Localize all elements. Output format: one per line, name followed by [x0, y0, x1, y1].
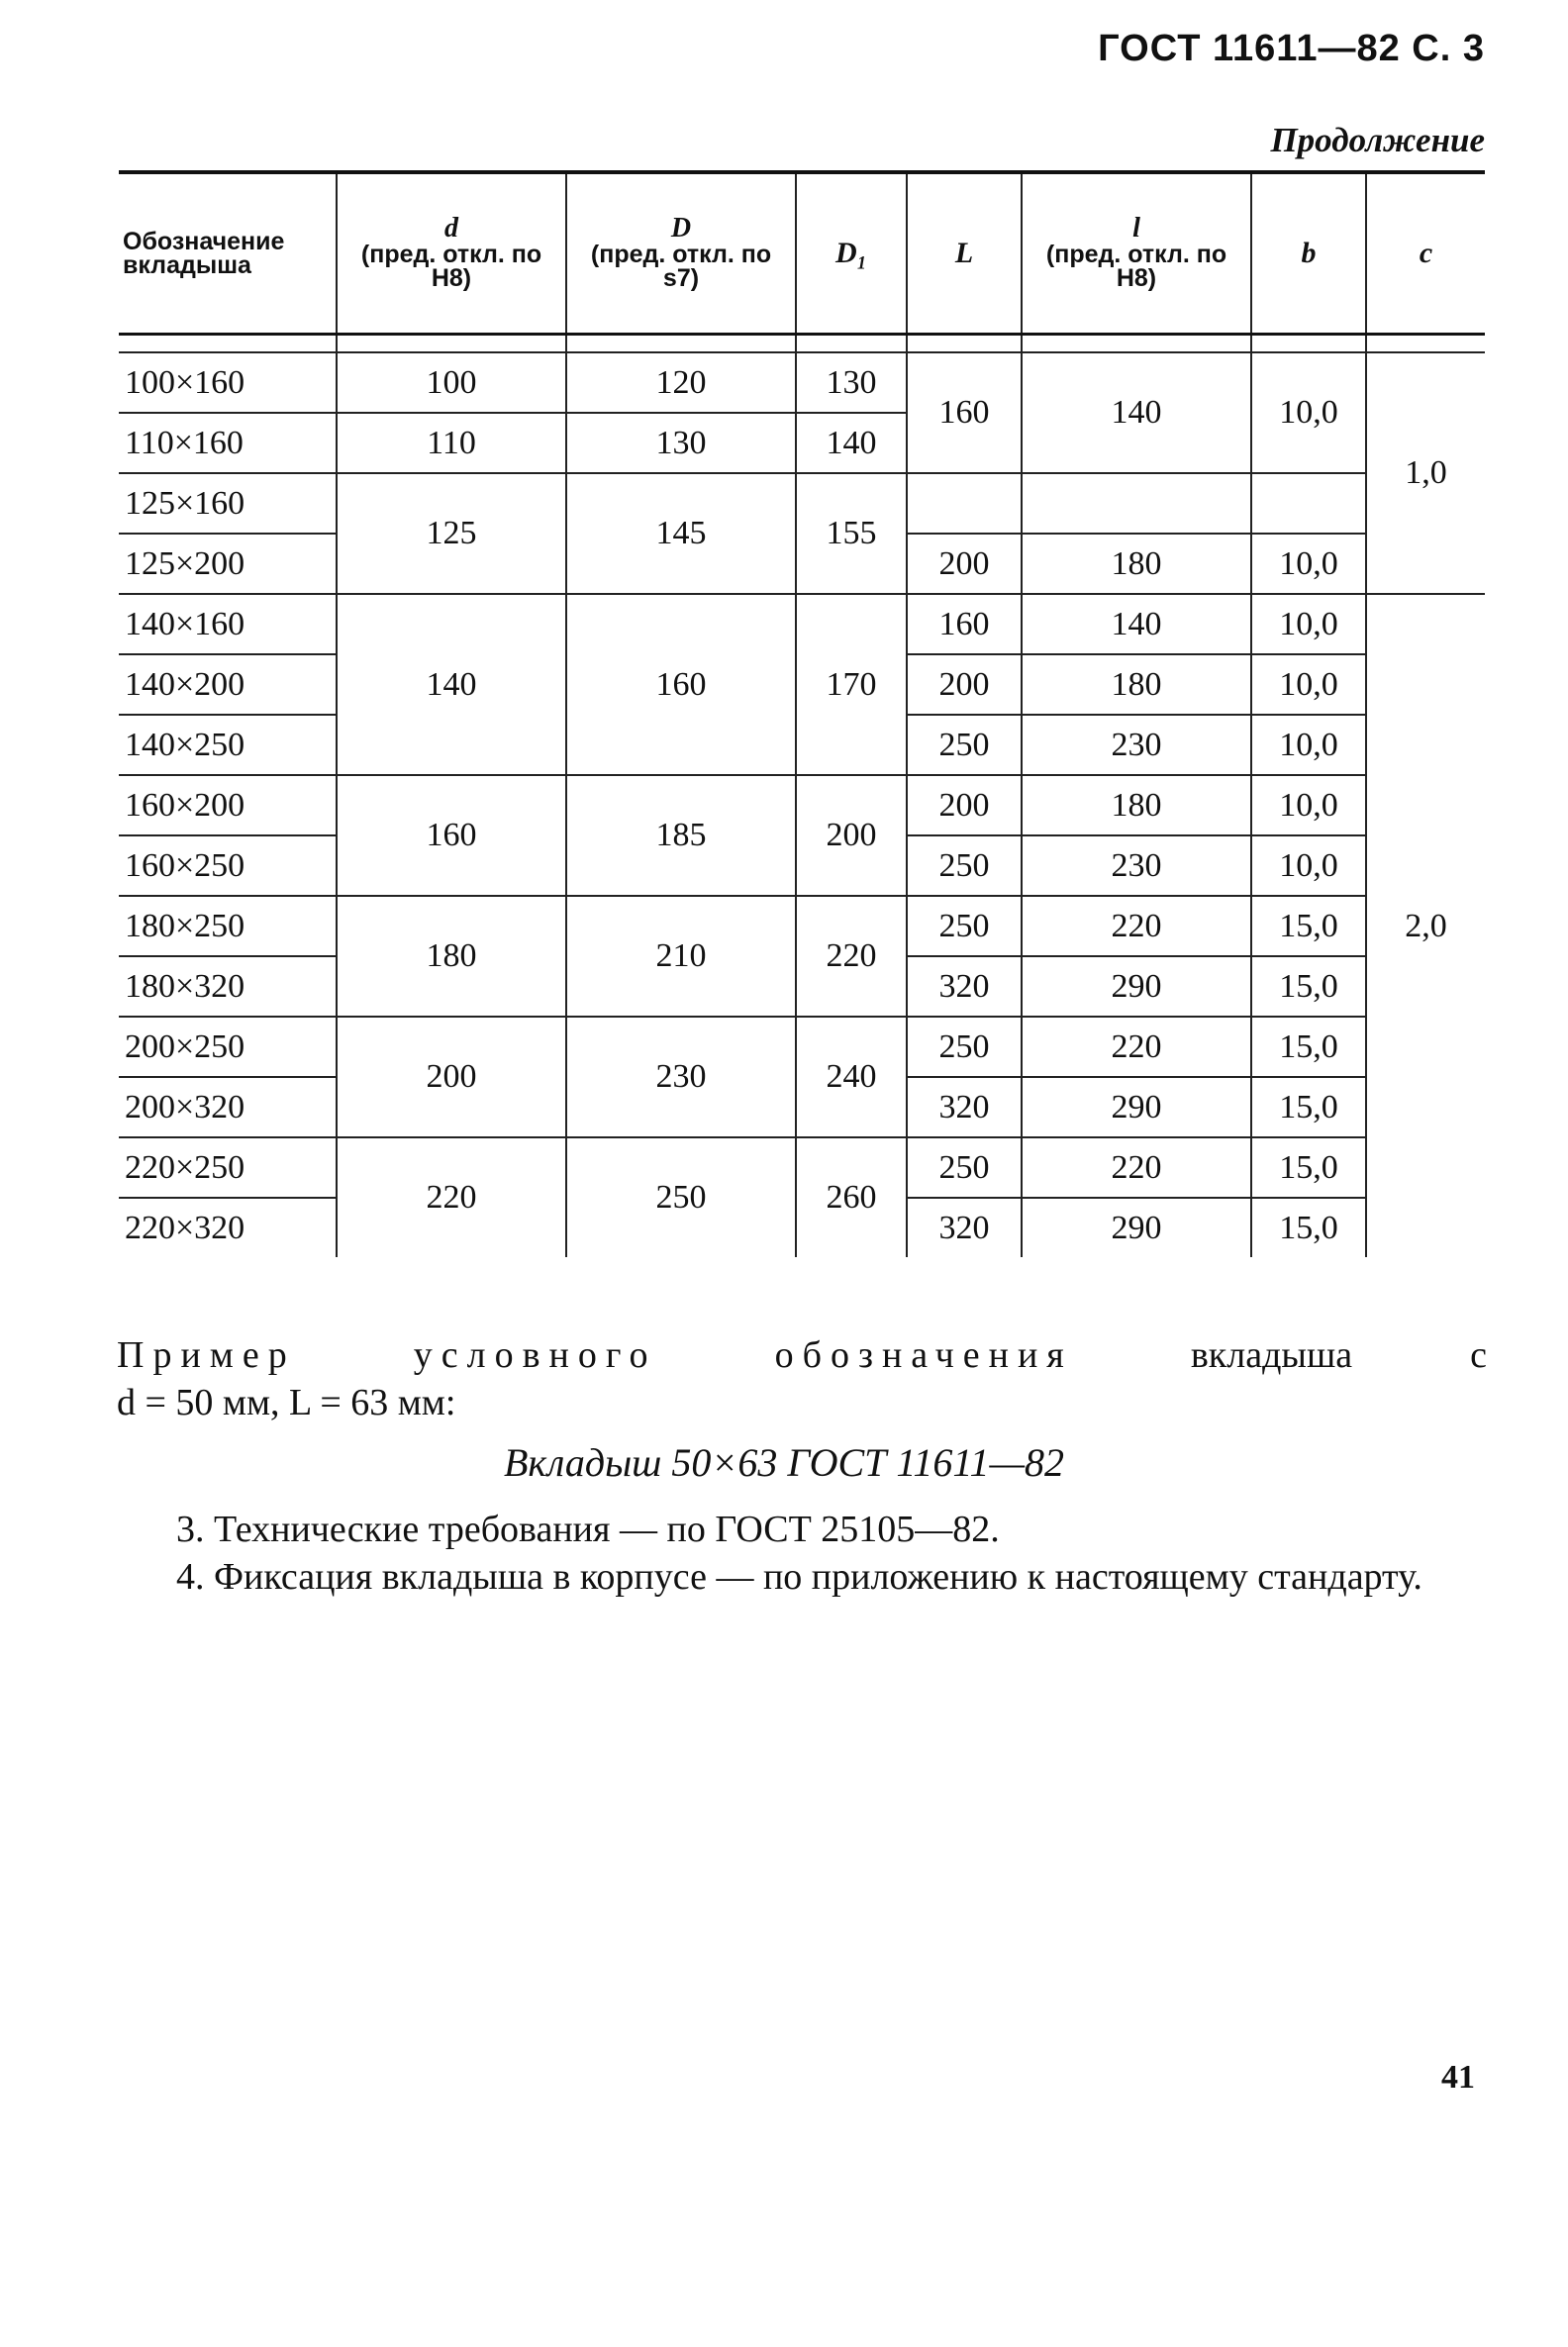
table-spacer-row — [119, 335, 1485, 353]
header-b: b — [1251, 172, 1366, 335]
cell-c: 1,0 — [1366, 352, 1485, 594]
cell-designation: 125×160 — [119, 473, 337, 534]
cell-designation: 160×250 — [119, 835, 337, 896]
example-word: обозначения — [774, 1334, 1073, 1376]
header-D1: D₁ — [796, 172, 907, 335]
cell-b: 15,0 — [1251, 1017, 1366, 1077]
cell-L: 250 — [907, 715, 1022, 775]
cell-D: 230 — [566, 1017, 796, 1137]
cell-l: 220 — [1022, 1137, 1251, 1198]
cell-D1: 200 — [796, 775, 907, 896]
cell-designation: 180×320 — [119, 956, 337, 1017]
cell-D1: 170 — [796, 594, 907, 775]
cell-l: 290 — [1022, 956, 1251, 1017]
cell-l: 180 — [1022, 654, 1251, 715]
cell-l: 220 — [1022, 1017, 1251, 1077]
cell-d: 160 — [337, 775, 566, 896]
cell-b: 10,0 — [1251, 835, 1366, 896]
cell-l: 220 — [1022, 896, 1251, 956]
cell-l-empty — [1022, 473, 1251, 534]
cell-designation: 125×200 — [119, 534, 337, 594]
example-dimensions: d = 50 мм, L = 63 мм: — [117, 1382, 456, 1423]
cell-designation: 110×160 — [119, 413, 337, 473]
cell-b: 15,0 — [1251, 1198, 1366, 1257]
cell-b: 10,0 — [1251, 594, 1366, 654]
cell-designation: 220×250 — [119, 1137, 337, 1198]
table-row — [119, 594, 1485, 654]
cell-L: 250 — [907, 835, 1022, 896]
cell-D1: 140 — [796, 413, 907, 473]
cell-b: 15,0 — [1251, 1077, 1366, 1137]
cell-D1: 240 — [796, 1017, 907, 1137]
table-row — [119, 775, 1485, 835]
cell-b: 15,0 — [1251, 1137, 1366, 1198]
cell-designation: 200×250 — [119, 1017, 337, 1077]
cell-D1: 260 — [796, 1137, 907, 1257]
cell-D: 250 — [566, 1137, 796, 1257]
cell-d: 140 — [337, 594, 566, 775]
cell-designation: 140×250 — [119, 715, 337, 775]
cell-l: 180 — [1022, 775, 1251, 835]
header-designation: Обозначение вкладыша — [119, 172, 337, 335]
cell-L: 250 — [907, 1017, 1022, 1077]
continuation-label: Продолжение — [1270, 121, 1485, 159]
cell-b-empty — [1251, 473, 1366, 534]
cell-D1: 130 — [796, 352, 907, 413]
header-d: d (пред. откл. по H8) — [337, 172, 566, 335]
cell-l: 290 — [1022, 1198, 1251, 1257]
table-row — [119, 896, 1485, 956]
standard-code: ГОСТ 11611—82 С. 3 — [1098, 28, 1485, 69]
cell-designation: 100×160 — [119, 352, 337, 413]
cell-d: 100 — [337, 352, 566, 413]
cell-l: 180 — [1022, 534, 1251, 594]
cell-d: 110 — [337, 413, 566, 473]
cell-L: 200 — [907, 775, 1022, 835]
page-number: 41 — [1441, 2059, 1475, 2096]
cell-L: 250 — [907, 896, 1022, 956]
cell-D: 210 — [566, 896, 796, 1017]
example-word: Пример — [117, 1334, 296, 1376]
header-l: l (пред. откл. по H8) — [1022, 172, 1251, 335]
cell-b: 15,0 — [1251, 896, 1366, 956]
cell-D1: 220 — [796, 896, 907, 1017]
cell-L: 160 — [907, 594, 1022, 654]
item-3-technical-requirements: 3. Технические требования — по ГОСТ 25105—82. — [176, 1509, 1000, 1550]
cell-b: 15,0 — [1251, 956, 1366, 1017]
table-row — [119, 352, 1485, 413]
item-4-fixation: 4. Фиксация вкладыша в корпусе — по приложению к настоящему стандарту. — [176, 1556, 1422, 1598]
cell-designation: 160×200 — [119, 775, 337, 835]
cell-L: 160 — [907, 352, 1022, 473]
example-word: вкладыша с — [1190, 1334, 1488, 1376]
cell-d: 220 — [337, 1137, 566, 1257]
cell-designation: 200×320 — [119, 1077, 337, 1137]
cell-l: 140 — [1022, 594, 1251, 654]
cell-l: 230 — [1022, 715, 1251, 775]
header-c: c — [1366, 172, 1485, 335]
cell-l: 230 — [1022, 835, 1251, 896]
example-intro — [117, 1332, 1487, 1378]
cell-designation: 140×160 — [119, 594, 337, 654]
cell-L: 250 — [907, 1137, 1022, 1198]
header-D: D (пред. откл. по s7) — [566, 172, 796, 335]
cell-D: 160 — [566, 594, 796, 775]
header-L: L — [907, 172, 1022, 335]
cell-designation: 180×250 — [119, 896, 337, 956]
table-row — [119, 473, 1485, 534]
cell-D1: 155 — [796, 473, 907, 594]
cell-L-empty — [907, 473, 1022, 534]
cell-b: 10,0 — [1251, 352, 1366, 473]
cell-L: 320 — [907, 1198, 1022, 1257]
cell-d: 180 — [337, 896, 566, 1017]
cell-L: 200 — [907, 654, 1022, 715]
cell-l: 290 — [1022, 1077, 1251, 1137]
example-word: условного — [413, 1334, 657, 1376]
table-row — [119, 1017, 1485, 1077]
cell-d: 125 — [337, 473, 566, 594]
cell-b: 10,0 — [1251, 775, 1366, 835]
cell-L: 320 — [907, 956, 1022, 1017]
cell-D: 145 — [566, 473, 796, 594]
cell-D: 130 — [566, 413, 796, 473]
cell-b: 10,0 — [1251, 654, 1366, 715]
cell-L: 320 — [907, 1077, 1022, 1137]
cell-designation: 220×320 — [125, 1209, 245, 1246]
table-row — [119, 1137, 1485, 1198]
dimension-table-wrap — [119, 170, 1485, 1257]
cell-designation: 140×200 — [119, 654, 337, 715]
cell-l: 140 — [1022, 352, 1251, 473]
cell-c: 2,0 — [1366, 594, 1485, 1257]
cell-L: 200 — [907, 534, 1022, 594]
table-header-row — [119, 172, 1485, 335]
cell-d: 200 — [337, 1017, 566, 1137]
cell-D: 185 — [566, 775, 796, 896]
cell-b: 10,0 — [1251, 715, 1366, 775]
cell-b: 10,0 — [1251, 534, 1366, 594]
dimension-table — [119, 170, 1485, 1257]
designation-example: Вкладыш 50×63 ГОСТ 11611—82 — [503, 1440, 1065, 1485]
cell-D: 120 — [566, 352, 796, 413]
